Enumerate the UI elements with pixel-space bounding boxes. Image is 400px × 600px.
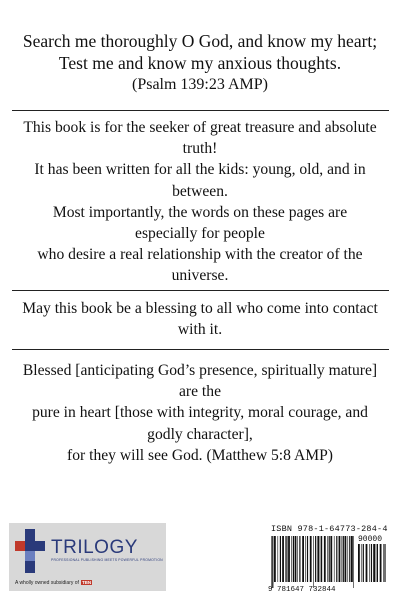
paragraph-line: May this book be a blessing to all who come into contact [22,300,378,317]
isbn-label: ISBN 978-1-64773-284-4 [271,524,388,534]
divider-rule [12,349,389,350]
verse-line: are the [179,383,221,401]
blessing-paragraph [0,298,400,340]
paragraph-line: universe. [171,267,229,285]
tbn-logo: TBN [81,580,92,585]
barcode-icon [271,536,355,588]
divider-rule [12,110,389,111]
price-code: 90000 [358,535,383,544]
verse-citation: (Psalm 139:23 AMP) [131,76,268,93]
closing-verse [0,360,400,466]
verse-line: for they will see God. (Matthew 5:8 AMP) [67,446,333,464]
verse-line: godly character], [147,425,253,443]
barcode-addon-icon [358,544,386,588]
divider-rule [12,290,389,291]
barcode-digits: 9 781647 732844 [268,586,336,594]
publisher-tagline: PROFESSIONAL PUBLISHING MEETS POWERFUL PROMOTION [51,558,163,562]
paragraph-line: with it. [177,321,223,339]
subsidiary-note [15,580,92,586]
paragraph-line: who desire a real relationship with the creator of the [37,246,363,264]
publisher-name: TRILOGY [51,537,138,558]
paragraph-line: between. [172,182,228,200]
verse-line: Search me thoroughly O God, and know my heart; [22,31,378,51]
verse-line: Blessed [anticipating God’s presence, spiritually mature] [22,362,378,379]
trilogy-cross-icon [15,529,45,573]
dedication-paragraph [0,117,400,287]
publisher-logo-block [9,523,166,591]
paragraph-line: especially for people [135,225,265,243]
subsidiary-text: A wholly owned subsidiary of [15,580,79,586]
paragraph-line: Most importantly, the words on these pages are [52,203,348,221]
paragraph-line: It has been written for all the kids: young, old, and in [34,161,366,179]
opening-verse [0,30,400,96]
paragraph-line: This book is for the seeker of great treasure and absolute [23,119,377,136]
paragraph-line: truth! [182,140,218,158]
verse-line: pure in heart [those with integrity, moral courage, and [32,404,368,422]
verse-line: Test me and know my anxious thoughts. [58,53,342,73]
